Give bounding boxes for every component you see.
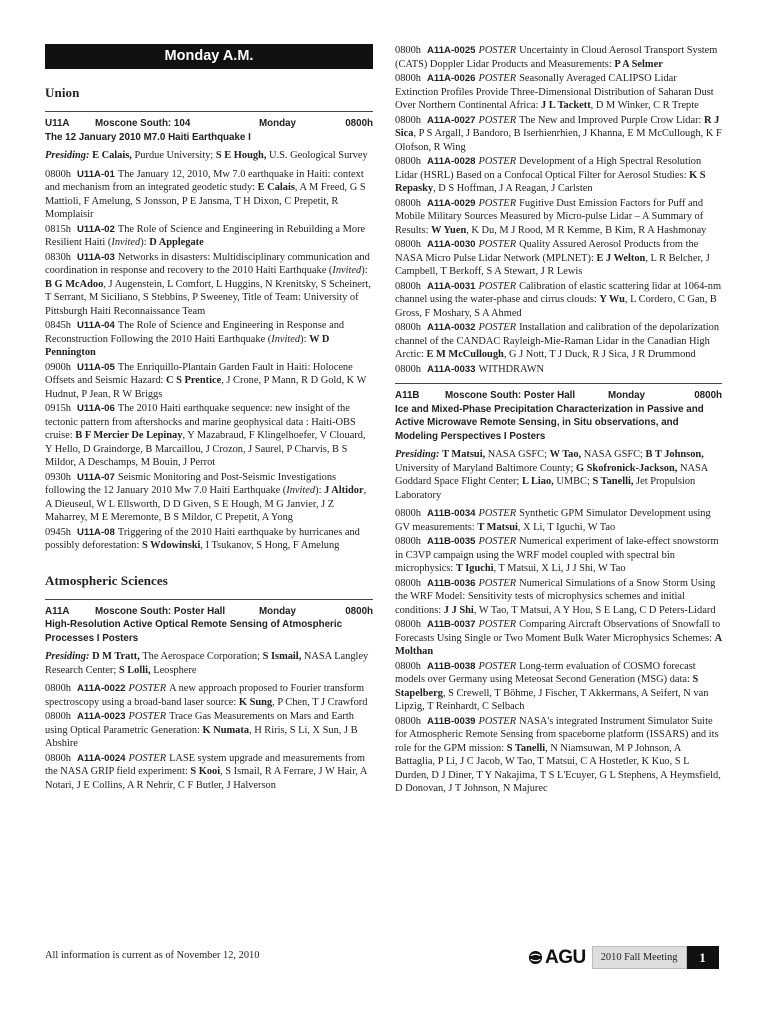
abstract-entry xyxy=(395,715,722,796)
abstract-entry xyxy=(395,155,722,196)
entry-fragment: Triggering of the 2010 Haiti earthquake by hurricanes and possibly deforestation: xyxy=(45,526,360,551)
chair-name: G Skofronick-Jackson, xyxy=(575,462,678,474)
entry-fragment: Long-term evaluation of COSMO forecast models over Germany using Meteosat Second Generation (MSG) data: xyxy=(395,660,696,685)
entry-fragment: , L R Belcher, J Campbell, T Berkoff, S A Stewart, J R Lewis xyxy=(395,252,710,277)
entry-id: A11B-0038 xyxy=(426,660,476,672)
entry-kind: POSTER xyxy=(478,508,517,519)
session-meta xyxy=(395,389,722,403)
chair-affiliation: University of Maryland Baltimore County; xyxy=(395,462,576,474)
entry-id: A11A-0024 xyxy=(76,752,126,764)
session-code: A11A xyxy=(45,605,70,617)
entry-kind: POSTER xyxy=(478,536,517,547)
first-author: B G McAdoo xyxy=(45,278,104,290)
entry-id: A11A-0023 xyxy=(76,711,126,722)
entry-fragment: A new approach proposed to Fourier transform spectroscopy using a broad-band laser source: xyxy=(45,683,365,708)
chair-affiliation: The Aerospace Corporation; xyxy=(139,651,263,662)
chair-name: S E Hough, xyxy=(215,150,267,161)
first-author: K Sung xyxy=(238,696,273,708)
entry-time: 0800h xyxy=(45,683,71,694)
entry-time: 0800h xyxy=(395,660,421,672)
entry-kind: POSTER xyxy=(478,322,517,333)
entry-kind: POSTER xyxy=(478,715,517,727)
agu-globe-icon xyxy=(528,950,543,965)
entry-fragment: , G J Nott, T J Duck, R J Sica, J R Drummond xyxy=(503,349,696,360)
entry-fragment: ): xyxy=(300,333,310,345)
entry-fragment: , W Tao, T Matsui, A Y Hou, S E Lang, C D Peters-Lidard xyxy=(473,604,716,616)
entry-id: A11B-0039 xyxy=(426,715,476,727)
entry-kind: POSTER xyxy=(128,683,167,694)
entry-id: U11A-01 xyxy=(76,168,115,180)
entry-time: 0800h xyxy=(45,752,71,764)
entry-kind: POSTER xyxy=(478,197,517,209)
chair-affiliation: Purdue University; xyxy=(131,150,216,161)
abstract-entry xyxy=(45,361,373,402)
entry-fragment: Numerical Simulations of a Snow Storm Using the WRF Model: Sensitivity tests of microphysics schemes and initial conditions: xyxy=(395,577,716,616)
entry-fragment: , P Chen, T J Crawford xyxy=(272,696,368,708)
session-day: Monday xyxy=(259,118,297,129)
first-author: C S Prentice xyxy=(166,375,222,386)
session-title: High-Resolution Active Optical Remote Sensing of Atmospheric Processes I Posters xyxy=(45,619,343,644)
entry-fragment: Development of a High Spectral Resolution Lidar (HSRL) Based on a Confocal Optical Filter for Aerosol Studies: xyxy=(395,156,702,181)
entry-time: 0800h xyxy=(395,280,421,292)
entry-time: 0800h xyxy=(395,508,421,519)
page-number: 1 xyxy=(687,946,719,969)
entry-fragment: Seismic Monitoring and Post-Seismic Investigations following the 12 January 2010 Mw 7.0 Haiti Earthquake ( xyxy=(45,471,337,496)
presiding-line xyxy=(45,650,373,677)
first-author: E M McCullough xyxy=(426,349,504,360)
abstract-entry xyxy=(45,319,373,360)
first-author: D Applegate xyxy=(149,237,204,248)
day-banner: Monday A.M. xyxy=(45,44,373,69)
entry-id: A11A-0032 xyxy=(426,322,476,333)
entry-time: 0800h xyxy=(395,114,421,126)
footer-branding xyxy=(528,946,719,969)
abstract-entry xyxy=(395,44,722,71)
entry-fragment: ): xyxy=(315,485,325,496)
first-author: B F Mercier De Lepinay xyxy=(75,430,183,441)
entry-id: U11A-02 xyxy=(76,223,115,235)
agu-logo xyxy=(528,947,586,969)
session-u11a xyxy=(45,111,373,553)
entry-kind: POSTER xyxy=(478,73,517,84)
entry-kind: POSTER xyxy=(478,114,517,126)
abstract-entry xyxy=(45,526,373,553)
chair-name: L Liao, xyxy=(521,476,554,487)
presiding-label: Presiding: xyxy=(45,150,93,161)
session-time: 0800h xyxy=(345,118,373,129)
first-author: S Stapelberg xyxy=(395,674,699,699)
first-author: A Molthan xyxy=(395,632,722,657)
session-room: Moscone South: 104 xyxy=(95,118,191,129)
entry-id: U11A-08 xyxy=(76,526,115,538)
abstract-entry xyxy=(395,577,722,618)
entry-fragment: Trace Gas Measurements on Mars and Earth using Optical Parametric Generation: xyxy=(45,711,354,736)
invited-tag: Invited xyxy=(286,485,316,496)
first-author: T Matsui xyxy=(477,521,518,533)
abstract-entry xyxy=(395,321,722,362)
entry-fragment: , T Matsui, X Li, J J Shi, W Tao xyxy=(493,563,626,574)
abstract-entry xyxy=(395,660,722,714)
entry-fragment: , I Tsukanov, S Hong, F Amelung xyxy=(200,540,340,551)
first-author: Y Wu xyxy=(599,294,625,305)
entry-fragment: Quality Assured Aerosol Products from the NASA Micro Pulse Lidar Network (MPLNET): xyxy=(395,239,699,264)
entry-fragment: , N Niamsuwan, M P Johnson, A Battaglia, P Li, J C Jacob, W Tao, T Matsui, C A Hostetler, K Kuo, S L Durden, D J Diner, T Y Nakajima, T S L'Ecuyer, G L Stephens, A Heymsfield, D Donovan, J T Johnson, N Majurec xyxy=(395,742,721,794)
entry-time: 0800h xyxy=(395,73,421,84)
session-header xyxy=(45,599,373,646)
entry-time: 0930h xyxy=(45,471,71,483)
entry-id: A11A-0033 xyxy=(426,363,476,375)
chair-name: D M Tratt, xyxy=(92,651,140,662)
entry-id: A11B-0037 xyxy=(426,619,476,630)
entry-time: 0800h xyxy=(45,711,71,722)
section-title-union: Union xyxy=(45,85,80,100)
entry-id: U11A-07 xyxy=(76,471,115,483)
entry-fragment: , J Crone, P Mann, R D Gold, K W Hudnut, P Jean, R W Briggs xyxy=(45,375,367,400)
entry-time: 0800h xyxy=(395,619,421,630)
entry-fragment: , Y Mazabraud, F Klingelhoefer, V Clouard, Y Hello, D Graindorge, B Marcaillou, J Crozon, J Saurel, P Charvis, B S Mildor, A Deschamps, M Bouin, J Perrot xyxy=(45,430,366,468)
entry-fragment: , J Augenstein, L Comfort, L Huggins, N Krenitsky, S Scheinert, T Serrant, M Siciliano, S Stebbins, P Sweeney, Title of Team: University of Pittsburgh Haiti Reconnaissance Team xyxy=(45,278,371,317)
session-room: Moscone South: Poster Hall xyxy=(95,605,226,617)
entry-id: A11A-0029 xyxy=(426,197,476,209)
chair-affiliation: NASA GSFC; xyxy=(485,449,550,460)
chair-affiliation: UMBC; xyxy=(553,476,593,487)
chair-name: S Ismail, xyxy=(262,651,302,662)
chair-affiliation: U.S. Geological Survey xyxy=(266,150,368,161)
entry-time: 0800h xyxy=(395,322,421,333)
entry-time: 0815h xyxy=(45,223,71,235)
entry-fragment: Comparing Aircraft Observations of Snowfall to Forecasts Using Single or Two Moment Bulk Water Microphysics Schemes: xyxy=(395,619,721,644)
entry-fragment: , P S Argall, J Bandoro, B Iserhienrhien, J Khanna, E M McCullough, K F Olofson, R Wing xyxy=(395,128,722,153)
entry-fragment: , X Li, T Iguchi, W Tao xyxy=(517,521,616,533)
abstract-entry xyxy=(45,402,373,470)
entry-time: 0800h xyxy=(395,197,421,209)
entry-fragment: , K Du, M J Rood, M R Kemme, B Kim, R A Hashmonay xyxy=(466,224,707,236)
abstract-entry xyxy=(45,682,373,709)
chair-name: W Tao, xyxy=(549,449,582,460)
session-header xyxy=(395,383,722,443)
abstract-entry xyxy=(395,114,722,155)
left-column xyxy=(45,44,373,793)
first-author: E J Welton xyxy=(596,252,646,264)
first-author: J Altidor xyxy=(324,485,364,496)
session-a11a-continued xyxy=(395,44,722,376)
abstract-entry xyxy=(395,618,722,659)
entry-kind: POSTER xyxy=(478,239,517,250)
entry-time: 0830h xyxy=(45,251,71,263)
chair-name: T Matsui, xyxy=(442,449,486,460)
entry-id: A11A-0031 xyxy=(426,280,476,292)
right-column xyxy=(395,44,722,797)
abstract-entry xyxy=(45,168,373,222)
entry-fragment: ): xyxy=(361,265,368,276)
entry-id: A11A-0026 xyxy=(426,73,476,84)
entry-fragment: Installation and calibration of the depolarization channel of the CANDAC Rayleigh-Mie-Raman Lidar in the Canadian High Arctic: xyxy=(395,322,720,360)
chair-name: B T Johnson, xyxy=(645,449,704,460)
abstract-entry xyxy=(45,710,373,751)
entry-fragment: , H Riris, S Li, X Sun, J B Abshire xyxy=(45,724,358,749)
first-author: S Tanelli xyxy=(506,742,546,754)
agu-logo-text: AGU xyxy=(545,946,586,968)
entry-kind: POSTER xyxy=(128,711,167,722)
entry-time: 0845h xyxy=(45,320,71,331)
entry-id: U11A-06 xyxy=(76,403,115,414)
session-a11a xyxy=(45,599,373,793)
footer-note: All information is current as of November 12, 2010 xyxy=(45,950,260,961)
entry-time: 0800h xyxy=(45,168,71,180)
session-room: Moscone South: Poster Hall xyxy=(445,390,576,401)
chair-name: S Lolli, xyxy=(118,664,151,676)
entry-id: A11A-0025 xyxy=(426,45,476,56)
entry-time: 0800h xyxy=(395,363,421,375)
presiding-label: Presiding: xyxy=(45,651,93,662)
entry-kind: POSTER xyxy=(478,619,517,630)
entry-fragment: , A M Freed, G S Mattioli, F Amelung, S Jonsson, P E Jansma, T H Dixon, C Prepetit, R Momplaisir xyxy=(45,182,366,220)
entry-fragment: Seasonally Averaged CALIPSO Lidar Extinction Profiles Provide Three-Dimensional Distribution of Saharan Dust Over Northern Continental Africa: xyxy=(395,73,714,111)
entry-id: A11B-0036 xyxy=(426,577,476,589)
first-author: W D Pennington xyxy=(45,333,330,358)
entry-fragment: , A Dieuseul, W L Ellsworth, D D Given, S E Hough, M G Janvier, J Z Maharrey, M E Meremonte, B S Mildor, C Prepetit, A Yong xyxy=(45,485,367,523)
entry-kind: POSTER xyxy=(478,660,517,672)
abstract-entry xyxy=(395,238,722,279)
abstract-entry xyxy=(45,223,373,250)
entry-fragment: Numerical experiment of lake-effect snowstorm in C3VP campaign using the WRF model coupled with spectral bin microphysics: xyxy=(395,536,719,574)
entry-fragment: ): xyxy=(140,237,150,248)
session-time: 0800h xyxy=(345,605,373,617)
session-a11b xyxy=(395,383,722,796)
entry-id: A11A-0022 xyxy=(76,683,126,694)
first-author: T Iguchi xyxy=(455,563,494,574)
entry-fragment: LASE system upgrade and measurements from the NASA GRIP field experiment: xyxy=(45,752,365,777)
entry-id: U11A-03 xyxy=(76,251,115,263)
entry-kind: POSTER xyxy=(478,577,517,589)
abstract-entry xyxy=(45,251,373,319)
first-author: K Numata xyxy=(202,724,250,736)
entry-fragment: The Role of Science and Engineering in Response and Reconstruction Following the 2010 Haiti Earthquake ( xyxy=(45,320,345,345)
entry-kind: POSTER xyxy=(478,45,517,56)
session-code: A11B xyxy=(395,390,420,401)
invited-tag: Invited xyxy=(271,333,301,345)
chair-name: E Calais, xyxy=(92,150,132,161)
entry-fragment: The Enriquillo-Plantain Garden Fault in Haiti: Holocene Offsets and Seismic Hazard: xyxy=(45,361,353,386)
abstract-entry xyxy=(395,197,722,238)
chair-affiliation: NASA Goddard Space Flight Center; xyxy=(395,462,708,487)
abstract-entry xyxy=(395,280,722,321)
entry-time: 0945h xyxy=(45,526,71,538)
section-title-atmospheric-sciences: Atmospheric Sciences xyxy=(45,572,168,588)
first-author: S Kooi xyxy=(190,766,221,777)
entry-time: 0800h xyxy=(395,577,421,589)
session-meta xyxy=(45,117,373,131)
session-title: Ice and Mixed-Phase Precipitation Characterization in Passive and Active Microwave Remote Sensing, in Situ observations, and Modeling Perspectives I Posters xyxy=(395,403,704,442)
abstract-entry xyxy=(395,507,722,534)
session-code: U11A xyxy=(45,118,70,129)
entry-id: A11A-0027 xyxy=(426,114,476,126)
first-author: J J Shi xyxy=(443,604,474,616)
entry-kind: POSTER xyxy=(478,280,517,292)
entry-id: A11A-0030 xyxy=(426,239,476,250)
chair-affiliation: Jet Propulsion Laboratory xyxy=(395,476,696,501)
presiding-label: Presiding: xyxy=(395,449,443,460)
entry-id: U11A-04 xyxy=(76,320,115,331)
first-author: R J Sica xyxy=(395,114,720,139)
entry-fragment: The New and Improved Purple Crow Lidar: xyxy=(519,114,705,126)
session-header xyxy=(45,111,373,144)
abstract-entry xyxy=(395,363,722,377)
entry-time: 0915h xyxy=(45,403,71,414)
entry-id: A11B-0035 xyxy=(426,536,476,547)
entry-time: 0800h xyxy=(395,45,421,56)
abstract-entry xyxy=(395,535,722,576)
entry-fragment: Networks in disasters: Multidisciplinary communication and coordination in response and recovery to the 2010 Haiti Earthquake ( xyxy=(45,251,370,276)
first-author: P A Selmer xyxy=(614,58,663,70)
chair-name: S Tanelli, xyxy=(592,476,634,487)
entry-fragment: WITHDRAWN xyxy=(478,363,545,375)
session-day: Monday xyxy=(259,605,297,617)
entry-time: 0800h xyxy=(395,239,421,250)
session-meta xyxy=(45,605,373,619)
meeting-label: 2010 Fall Meeting xyxy=(592,946,687,969)
session-title: The 12 January 2010 M7.0 Haiti Earthquake I xyxy=(45,131,251,143)
first-author: W Yuen xyxy=(431,224,467,236)
first-author: J L Tackett xyxy=(541,100,591,111)
entry-kind: POSTER xyxy=(128,752,167,764)
entry-text xyxy=(395,716,721,795)
chair-affiliation: Leosphere xyxy=(150,664,197,676)
entry-fragment: Calibration of elastic scattering lidar at 1064-nm channel using the water-phase and cirrus clouds: xyxy=(395,280,722,305)
entry-id: A11A-0028 xyxy=(426,156,476,167)
presiding-line xyxy=(45,149,373,163)
entry-kind: POSTER xyxy=(478,156,517,167)
entry-time: 0900h xyxy=(45,361,71,373)
entry-fragment: Synthetic GPM Simulator Development using GV measurements: xyxy=(395,508,711,533)
entry-time: 0800h xyxy=(395,156,421,167)
entry-fragment: , D S Hoffman, J A Reagan, J Carlsten xyxy=(433,183,593,194)
entry-fragment: The 2010 Haiti earthquake sequence: new insight of the tectonic pattern from aftershocks and marine geophysical data : Haiti-OBS cruise: xyxy=(45,403,356,441)
entry-fragment: The Role of Science and Engineering in Rebuilding a More Resilient Haiti ( xyxy=(45,223,366,248)
entry-id: A11B-0034 xyxy=(426,508,476,519)
first-author: K S Repasky xyxy=(395,169,706,194)
entry-time: 0800h xyxy=(395,536,421,547)
first-author: E Calais xyxy=(257,182,295,193)
entry-text xyxy=(479,364,545,375)
abstract-entry xyxy=(45,752,373,793)
entry-fragment: , S Crewell, T Böhme, J Fischer, T Akkermans, A Seifert, N van Lipzig, T Reinhardt, C Selbach xyxy=(395,687,709,712)
entry-fragment: , D M Winker, C R Trepte xyxy=(590,100,699,111)
entry-fragment: The January 12, 2010, Mw 7.0 earthquake in Haiti: context and mechanism from an integrated geodetic study: xyxy=(45,168,364,193)
entry-fragment: Uncertainty in Cloud Aerosol Transport System (CATS) Doppler Lidar Products and Measurements: xyxy=(395,45,718,70)
invited-tag: Invited xyxy=(332,265,362,276)
entry-fragment: , L Cordero, C Gan, B Gross, F Moshary, S A Ahmed xyxy=(395,294,717,319)
abstract-entry xyxy=(45,471,373,525)
entry-fragment: , S Ismail, R A Ferrare, J W Hair, A Notari, J E Collins, A R Nehrir, C F Butler, J Halverson xyxy=(45,766,367,791)
chair-affiliation: NASA GSFC; xyxy=(581,449,646,460)
session-time: 0800h xyxy=(694,390,722,401)
first-author: S Wdowinski xyxy=(141,540,201,551)
entry-time: 0800h xyxy=(395,715,421,727)
entry-fragment: NASA's integrated Instrument Simulator Suite for Atmospheric Remote Sensing from spaceborne platform (ISSARS) and its role for the GPM mission: xyxy=(395,715,719,754)
invited-tag: Invited xyxy=(111,237,141,248)
entry-fragment: Fugitive Dust Emission Factors for Puff and Mobile Military Sources Measured by Micro-pulse Lidar – A Summary of Results: xyxy=(395,197,704,236)
entry-id: U11A-05 xyxy=(76,361,115,373)
presiding-line xyxy=(395,448,722,502)
chair-affiliation: NASA Langley Research Center; xyxy=(45,651,369,676)
session-day: Monday xyxy=(608,390,646,401)
abstract-entry xyxy=(395,72,722,113)
